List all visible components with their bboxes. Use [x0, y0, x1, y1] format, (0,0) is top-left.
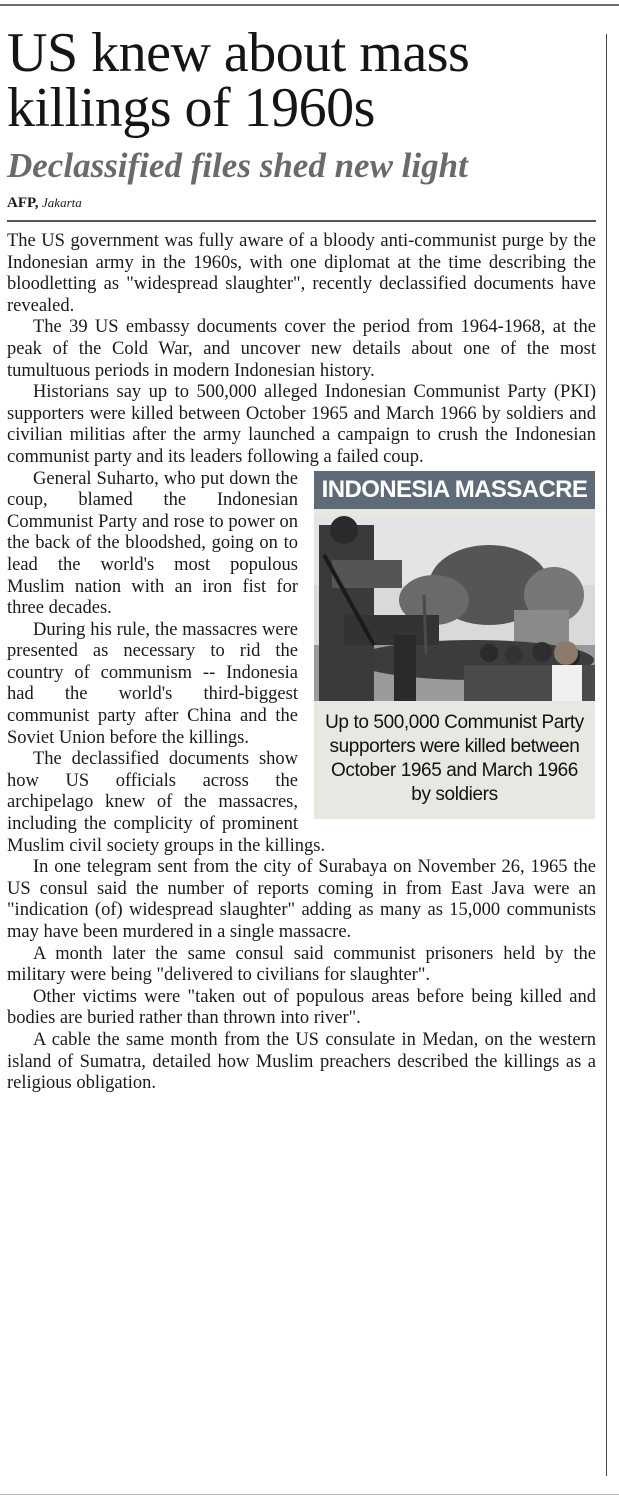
byline-agency: AFP,	[7, 195, 39, 211]
massacre-photo	[314, 515, 595, 701]
byline	[7, 194, 596, 222]
byline-dateline: Jakarta	[42, 195, 82, 210]
paragraph: The 39 US embassy documents cover the period from 1964-1968, at the peak of the Cold War, and uncover new details about one of the most tumultuous periods in modern Indonesian history.	[7, 317, 596, 381]
subhead: Declassified files shed new light	[7, 146, 468, 185]
paragraph: In one telegram sent from the city of Surabaya on November 26, 1965 the US consul said the number of reports coming in from East Java were an "indication (of) widespread slaughter" adding as many as 15,000 communists may have been murdered in a single massacre.	[7, 857, 596, 942]
paragraph: A month later the same consul said communist prisoners held by the military were being "delivered to civilians for slaughter".	[7, 943, 596, 986]
top-rule	[0, 4, 619, 6]
paragraph: During his rule, the massacres were presented as necessary to rid the country of communism -- Indonesia had the world's third-biggest communist party after China and the Soviet Union before the killings.	[7, 619, 298, 748]
paragraph: General Suharto, who put down the coup, blamed the Indonesian Communist Party and rose to power on the back of the bloodshed, going on to lead the world's most populous Muslim nation with an iron fist for three decades.	[7, 468, 298, 619]
paragraph: Historians say up to 500,000 alleged Indonesian Communist Party (PKI) supporters were killed between October 1965 and March 1966 by soldiers and civilian militias after the army launched a campaign to crush the Indonesian communist party and its leaders following a failed coup.	[7, 382, 596, 467]
inset-title: INDONESIA MASSACRE	[314, 471, 595, 509]
paragraph: A cable the same month from the US consulate in Medan, on the western island of Sumatra, detailed how Muslim preachers described the killings as a religious obligation.	[7, 1029, 596, 1094]
bottom-rule	[0, 1494, 619, 1495]
paragraph: The declassified documents show how US officials across the archipelago knew of the massacres, including the complicity of prominent Muslim civil society groups in the killings.	[7, 749, 326, 856]
article	[7, 22, 596, 1095]
article-body	[7, 231, 596, 1095]
paragraph: The US government was fully aware of a bloody anti-communist purge by the Indonesian army in the 1960s, with one diplomat at the time describing the bloodletting as "widespread slaughter", recently declassified documents have revealed.	[7, 231, 596, 316]
column-rule	[606, 34, 607, 1476]
headline: US knew about mass killings of 1960s	[7, 22, 470, 139]
paragraph: Other victims were "taken out of populous areas before being killed and bodies are buried rather than thrown into river".	[7, 986, 596, 1029]
inset-caption: Up to 500,000 Communist Party supporters were killed between October 1965 and March 1966 by soldiers	[325, 711, 584, 805]
photo-inset	[314, 471, 595, 819]
